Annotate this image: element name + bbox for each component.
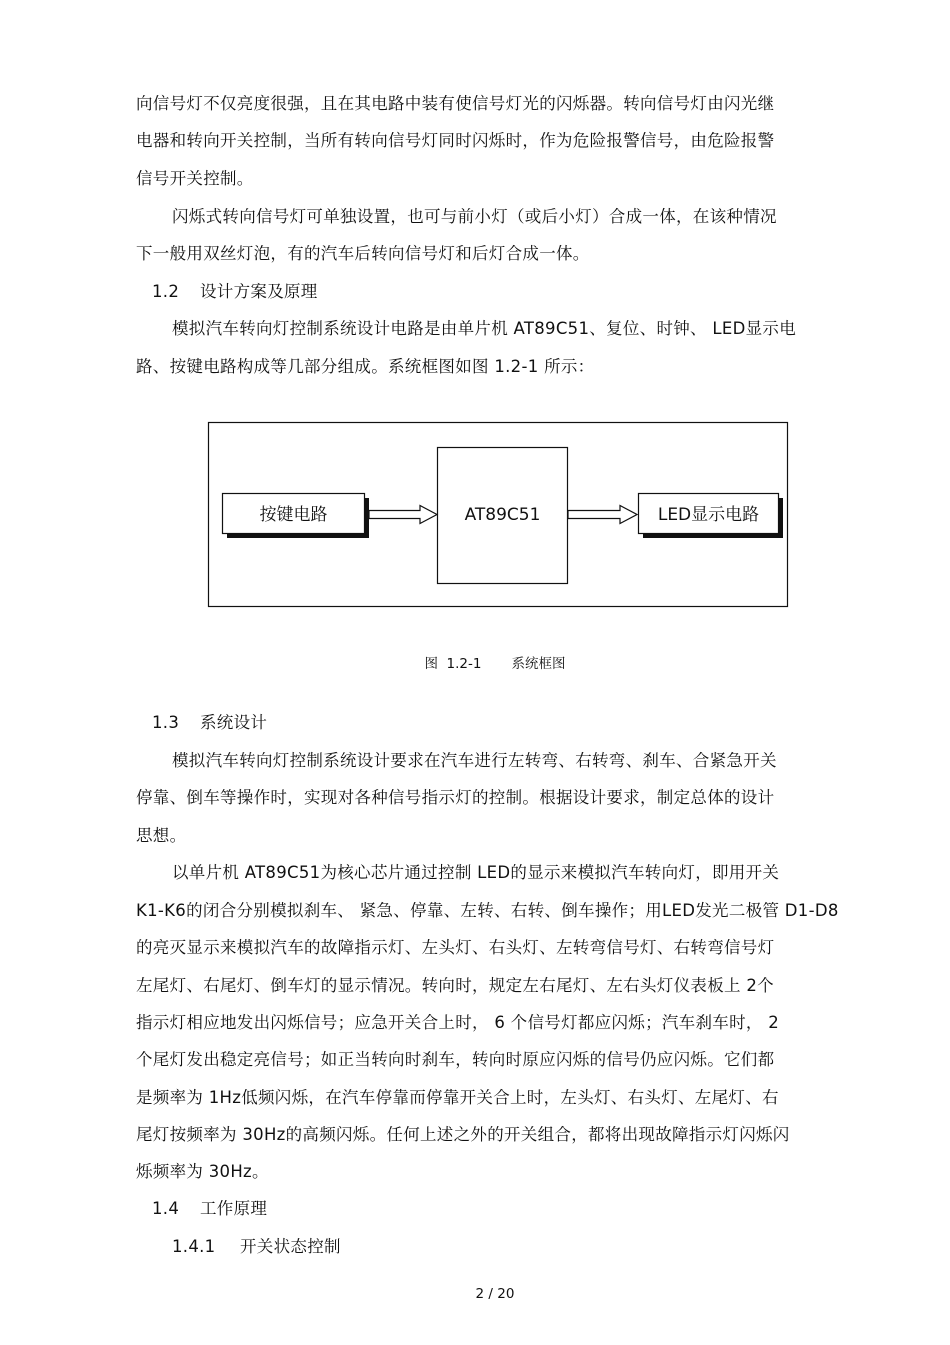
paragraph-5-line-6: 个尾灯发出稳定亮信号；如正当转向时刹车，转向时原应闪烁的信号仍应闪烁。它们都 (136, 1050, 775, 1069)
paragraph-1-line-2: 电器和转向开关控制，当所有转向信号灯同时闪烁时，作为危险报警信号，由危险报警 (136, 131, 775, 150)
paragraph-4-line-1: 模拟汽车转向灯控制系统设计要求在汽车进行左转弯、右转弯、刹车、合紧急开关 (172, 751, 777, 770)
section-heading-1-4 (152, 1199, 267, 1219)
section-title: 工作原理 (200, 1199, 268, 1218)
paragraph-5-line-7: 是频率为 1Hz低频闪烁，在汽车停靠而停靠开关合上时，左头灯、右头灯、左尾灯、右 (136, 1088, 779, 1107)
page-number: 2 / 20 (475, 1286, 515, 1302)
paragraph-3-line-1: 模拟汽车转向灯控制系统设计电路是由单片机 AT89C51、复位、时钟、 LED显示电 (172, 319, 797, 338)
subsection-number: 1.4.1 (172, 1237, 216, 1256)
arrow-mcu-to-led (568, 506, 637, 524)
system-block-diagram (0, 0, 950, 640)
paragraph-5-line-9: 烁频率为 30Hz。 (136, 1162, 269, 1181)
paragraph-5-line-4: 左尾灯、右尾灯、倒车灯的显示情况。转向时，规定左右尾灯、左右头灯仪表板上 2个 (136, 976, 774, 995)
section-title: 设计方案及原理 (200, 282, 318, 301)
mcu-block-label: AT89C51 (464, 505, 541, 525)
keys-block-label: 按键电路 (259, 505, 328, 525)
paragraph-5-line-2: K1-K6的闭合分别模拟刹车、 紧急、停靠、左转、右转、倒车操作；用LED发光二极管 D1-D8 (136, 901, 839, 920)
section-heading-1-3 (152, 713, 267, 733)
section-title: 系统设计 (200, 713, 268, 732)
subsection-heading-1-4-1 (172, 1237, 341, 1257)
paragraph-2-line-2: 下一般用双丝灯泡，有的汽车后转向信号灯和后灯合成一体。 (136, 244, 590, 263)
paragraph-1-line-1: 向信号灯不仅亮度很强，且在其电路中装有使信号灯光的闪烁器。转向信号灯由闪光继 (136, 94, 775, 113)
paragraph-5-line-1: 以单片机 AT89C51为核心芯片通过控制 LED的显示来模拟汽车转向灯，即用开关 (172, 863, 780, 882)
section-number: 1.3 (152, 713, 180, 732)
section-number: 1.4 (152, 1199, 180, 1218)
paragraph-3-line-2: 路、按键电路构成等几部分组成。系统框图如图 1.2-1 所示： (136, 357, 595, 376)
figure-caption: 图 1.2-1 系统框图 (424, 656, 566, 672)
arrow-keys-to-mcu (369, 506, 437, 524)
paragraph-4-line-3: 思想。 (136, 826, 187, 845)
paragraph-5-line-5: 指示灯相应地发出闪烁信号；应急开关合上时， 6 个信号灯都应闪烁；汽车刹车时， 2 (136, 1013, 780, 1032)
paragraph-2-line-1: 闪烁式转向信号灯可单独设置，也可与前小灯（或后小灯）合成一体，在该种情况 (172, 207, 777, 226)
led-block-label: LED显示电路 (657, 505, 760, 525)
section-number: 1.2 (152, 282, 180, 301)
paragraph-4-line-2: 停靠、倒车等操作时，实现对各种信号指示灯的控制。根据设计要求，制定总体的设计 (136, 788, 775, 807)
subsection-title: 开关状态控制 (240, 1237, 341, 1256)
paragraph-5-line-3: 的亮灭显示来模拟汽车的故障指示灯、左头灯、右头灯、左转弯信号灯、右转弯信号灯 (136, 938, 775, 957)
paragraph-1-line-3: 信号开关控制。 (136, 169, 254, 188)
paragraph-5-line-8: 尾灯按频率为 30Hz的高频闪烁。任何上述之外的开关组合，都将出现故障指示灯闪烁闪 (136, 1125, 790, 1144)
